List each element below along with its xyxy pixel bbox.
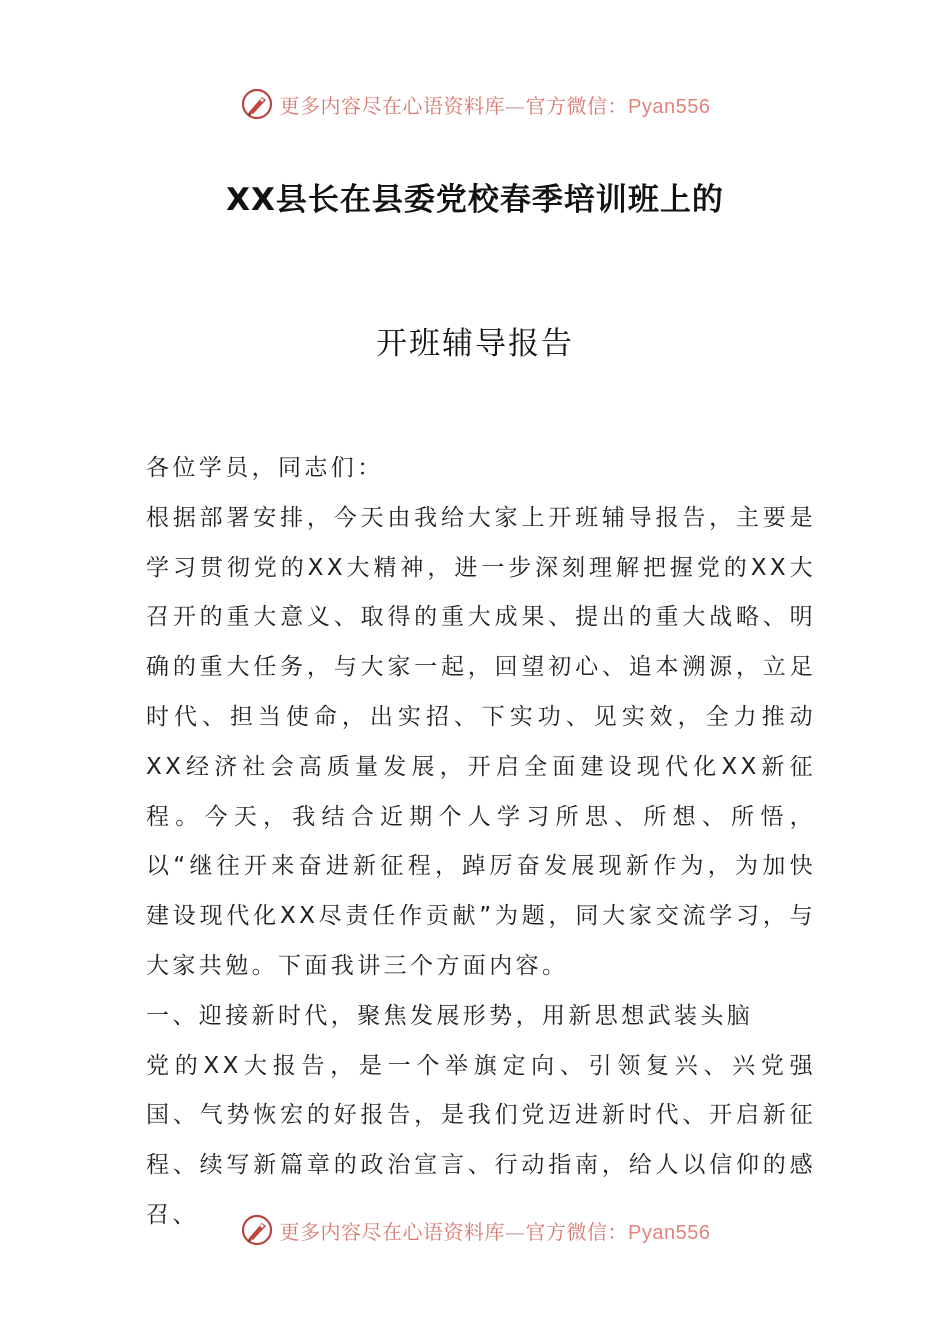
watermark-contact-label: 官方微信： bbox=[525, 93, 629, 118]
watermark-text bbox=[280, 1216, 711, 1245]
watermark-handle: Pyan556 bbox=[628, 1221, 711, 1244]
header-watermark bbox=[0, 84, 950, 124]
watermark-handle: Pyan556 bbox=[628, 95, 711, 118]
body-paragraph: 党的XX大报告，是一个举旗定向、引领复兴、兴党强国、气势恢宏的好报告，是我们党迈进新时代、开启新征程、续写新篇章的政治宣言、行动指南，给人以信仰的感召、 bbox=[146, 1052, 816, 1228]
watermark-brand: 更多内容尽在心语资料库 bbox=[279, 1219, 506, 1244]
watermark-brand: 更多内容尽在心语资料库 bbox=[279, 93, 506, 118]
watermark-contact-label: 官方微信： bbox=[525, 1219, 629, 1244]
document-title-line-2: 开班辅导报告 bbox=[376, 326, 574, 362]
body-paragraph: 根据部署安排，今天由我给大家上开班辅导报告，主要是学习贯彻党的XX大精神，进一步深刻理解把握党的XX大召开的重大意义、取得的重大成果、提出的重大战略、明确的重大任务，与大家一起，回望初心、追本溯源，立足时代、担当使命，出实招、下实功、见实效，全力推动XX经济社会高质量发展，开启全面建设现代化XX新征程。今天，我结合近期个人学习所思、所想、所悟，以“继往开来奋进新征程，踔厉奋发展现新作为，为加快建设现代化XX尽责任作贡献”为题，同大家交流学习，与大家共勉。下面我讲三个方面内容。 bbox=[146, 504, 816, 979]
watermark-text bbox=[280, 90, 711, 119]
section-heading: 一、迎接新时代，聚焦发展形势，用新思想武装头脑 bbox=[146, 1002, 754, 1029]
watermark-separator: — bbox=[505, 1219, 526, 1244]
pen-nib-logo-icon bbox=[240, 87, 274, 121]
document-title-line-1: XX县长在县委党校春季培训班上的 bbox=[226, 182, 724, 218]
salutation: 各位学员，同志们： bbox=[146, 455, 384, 481]
footer-watermark bbox=[0, 1210, 950, 1250]
pen-nib-logo-icon bbox=[240, 1213, 274, 1247]
document-body bbox=[146, 444, 816, 1241]
watermark-separator: — bbox=[505, 93, 526, 118]
